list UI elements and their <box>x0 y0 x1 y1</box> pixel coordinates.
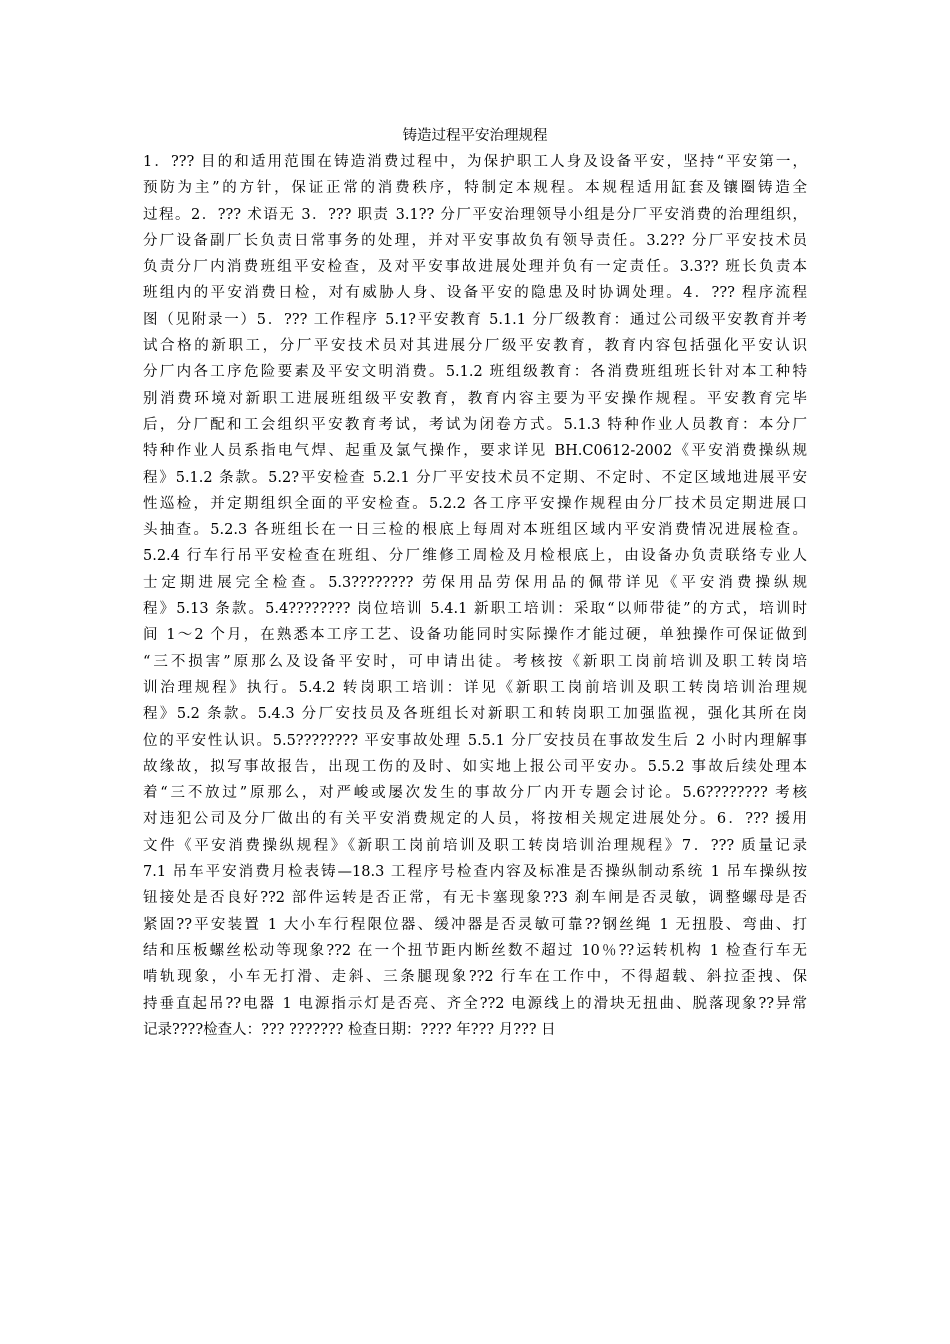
body-line: 头抽查。5.2.3 各班组长在一日三检的根底上每周对本班组区域内平安消费情况进展检查。 <box>143 522 807 539</box>
body-line: 班组内的平安消费日检，对有威胁人身、设备平安的隐患及时协调处理。4．??? 程序流程 <box>143 285 807 302</box>
body-line: 持垂直起吊??电器 1 电源指示灯是否亮、齐全??2 电源线上的滑块无扭曲、脱落现象??异常 <box>143 995 807 1012</box>
body-line: 1．??? 目的和适用范围在铸造消费过程中，为保护职工人身及设备平安，坚持“平安第一， <box>143 154 807 170</box>
body-line: 啃轨现象，小车无打滑、走斜、三条腿现象??2 行车在工作中，不得超载、斜拉歪拽、保 <box>143 969 807 986</box>
body-line: 图（见附录一）5．??? 工作程序 5.1?平安教育 5.1.1 分厂级教育：通过公司级平安教育并考 <box>143 311 807 328</box>
body-line: 位的平安性认识。5.5???????? 平安事故处理 5.5.1 分厂安技员在事故发生后 2 小时内理解事 <box>143 732 807 749</box>
body-line: 记录????检查人：??? ??????? 检查日期：???? 年??? 月??? 日 <box>143 1021 556 1038</box>
body-line: 5.2.4 行车行吊平安检查在班组、分厂维修工周检及月检根底上，由设备办负责联络专业人 <box>143 548 807 565</box>
body-line: 特种作业人员系指电气焊、起重及氯气操作，要求详见 BH.C0612-2002《平安消费操纵规 <box>143 443 807 460</box>
body-line: 钮接处是否良好??2 部件运转是否正常，有无卡塞现象??3 刹车闸是否灵敏，调整螺母是否 <box>143 890 807 907</box>
body-line: 过程。2．??? 术语无 3．??? 职责 3.1?? 分厂平安治理领导小组是分厂平安消费的治理组织， <box>143 206 807 223</box>
body-line: 对违犯公司及分厂做出的有关平安消费规定的人员，将按相关规定进展处分。6．??? 援用 <box>143 811 807 828</box>
body-line: 程》5.2 条款。5.4.3 分厂安技员及各班组长对新职工和转岗职工加强监视，强化其所在岗 <box>143 706 807 723</box>
body-line: 士定期进展完全检查。5.3???????? 劳保用品劳保用品的佩带详见《平安消费操纵规 <box>143 574 807 591</box>
body-line: 性巡检，并定期组织全面的平安检查。5.2.2 各工序平安操作规程由分厂技术员定期进展口 <box>143 495 807 512</box>
body-line: 间 1～2 个月，在熟悉本工序工艺、设备功能同时实际操作才能过硬，单独操作可保证做到 <box>143 627 807 644</box>
body-line: 7.1 吊车平安消费月检表铸—18.3 工程序号检查内容及标准是否操纵制动系统 1 吊车操纵按 <box>143 864 807 881</box>
body-line: 紧固??平安装置 1 大小车行程限位器、缓冲器是否灵敏可靠??钢丝绳 1 无扭股、弯曲、打 <box>143 916 807 933</box>
body-line: 程》5.1.2 条款。5.2?平安检查 5.2.1 分厂平安技术员不定期、不定时、不定区域地进展平安 <box>143 469 807 486</box>
body-line: 结和压板螺丝松动等现象??2 在一个扭节距内断丝数不超过 10％??运转机构 1 检查行车无 <box>143 942 807 959</box>
body-line: 训治理规程》执行。5.4.2 转岗职工培训：详见《新职工岗前培训及职工转岗培训治理规 <box>143 679 807 696</box>
body-line: “三不损害”原那么及设备平安时，可申请出徒。考核按《新职工岗前培训及职工转岗培 <box>143 653 807 670</box>
body-line: 别消费环境对新职工进展班组级平安教育，教育内容主要为平安操作规程。平安教育完毕 <box>143 390 807 407</box>
document-body <box>143 149 807 1043</box>
body-line: 预防为主”的方针，保证正常的消费秩序，特制定本规程。本规程适用缸套及镶圈铸造全 <box>143 180 807 197</box>
body-line: 分厂设备副厂长负责日常事务的处理，并对平安事故负有领导责任。3.2?? 分厂平安技术员 <box>143 232 807 249</box>
body-line: 负责分厂内消费班组平安检查，及对平安事故进展处理并负有一定责任。3.3?? 班长负责本 <box>143 259 807 276</box>
body-line: 着“三不放过”原那么，对严峻或屡次发生的事故分厂内开专题会讨论。5.6???????? 考核 <box>143 785 807 802</box>
body-line: 后，分厂配和工会组织平安教育考试，考试为闭卷方式。5.1.3 特种作业人员教育：本分厂 <box>143 416 807 433</box>
body-line: 试合格的新职工，分厂平安技术员对其进展分厂级平安教育，教育内容包括强化平安认识 <box>143 338 807 355</box>
document-title: 铸造过程平安治理规程 <box>402 128 548 144</box>
body-line: 分厂内各工序危险要素及平安文明消费。5.1.2 班组级教育：各消费班组班长针对本工种特 <box>143 364 807 381</box>
body-line: 故缘故，拟写事故报告，出现工伤的及时、如实地上报公司平安办。5.5.2 事故后续处理本 <box>143 758 808 775</box>
body-line: 文件《平安消费操纵规程》《新职工岗前培训及职工转岗培训治理规程》7．??? 质量记录 <box>143 837 807 854</box>
body-line: 程》5.13 条款。5.4???????? 岗位培训 5.4.1 新职工培训：采取“以师带徒”的方式，培训时 <box>143 601 807 618</box>
